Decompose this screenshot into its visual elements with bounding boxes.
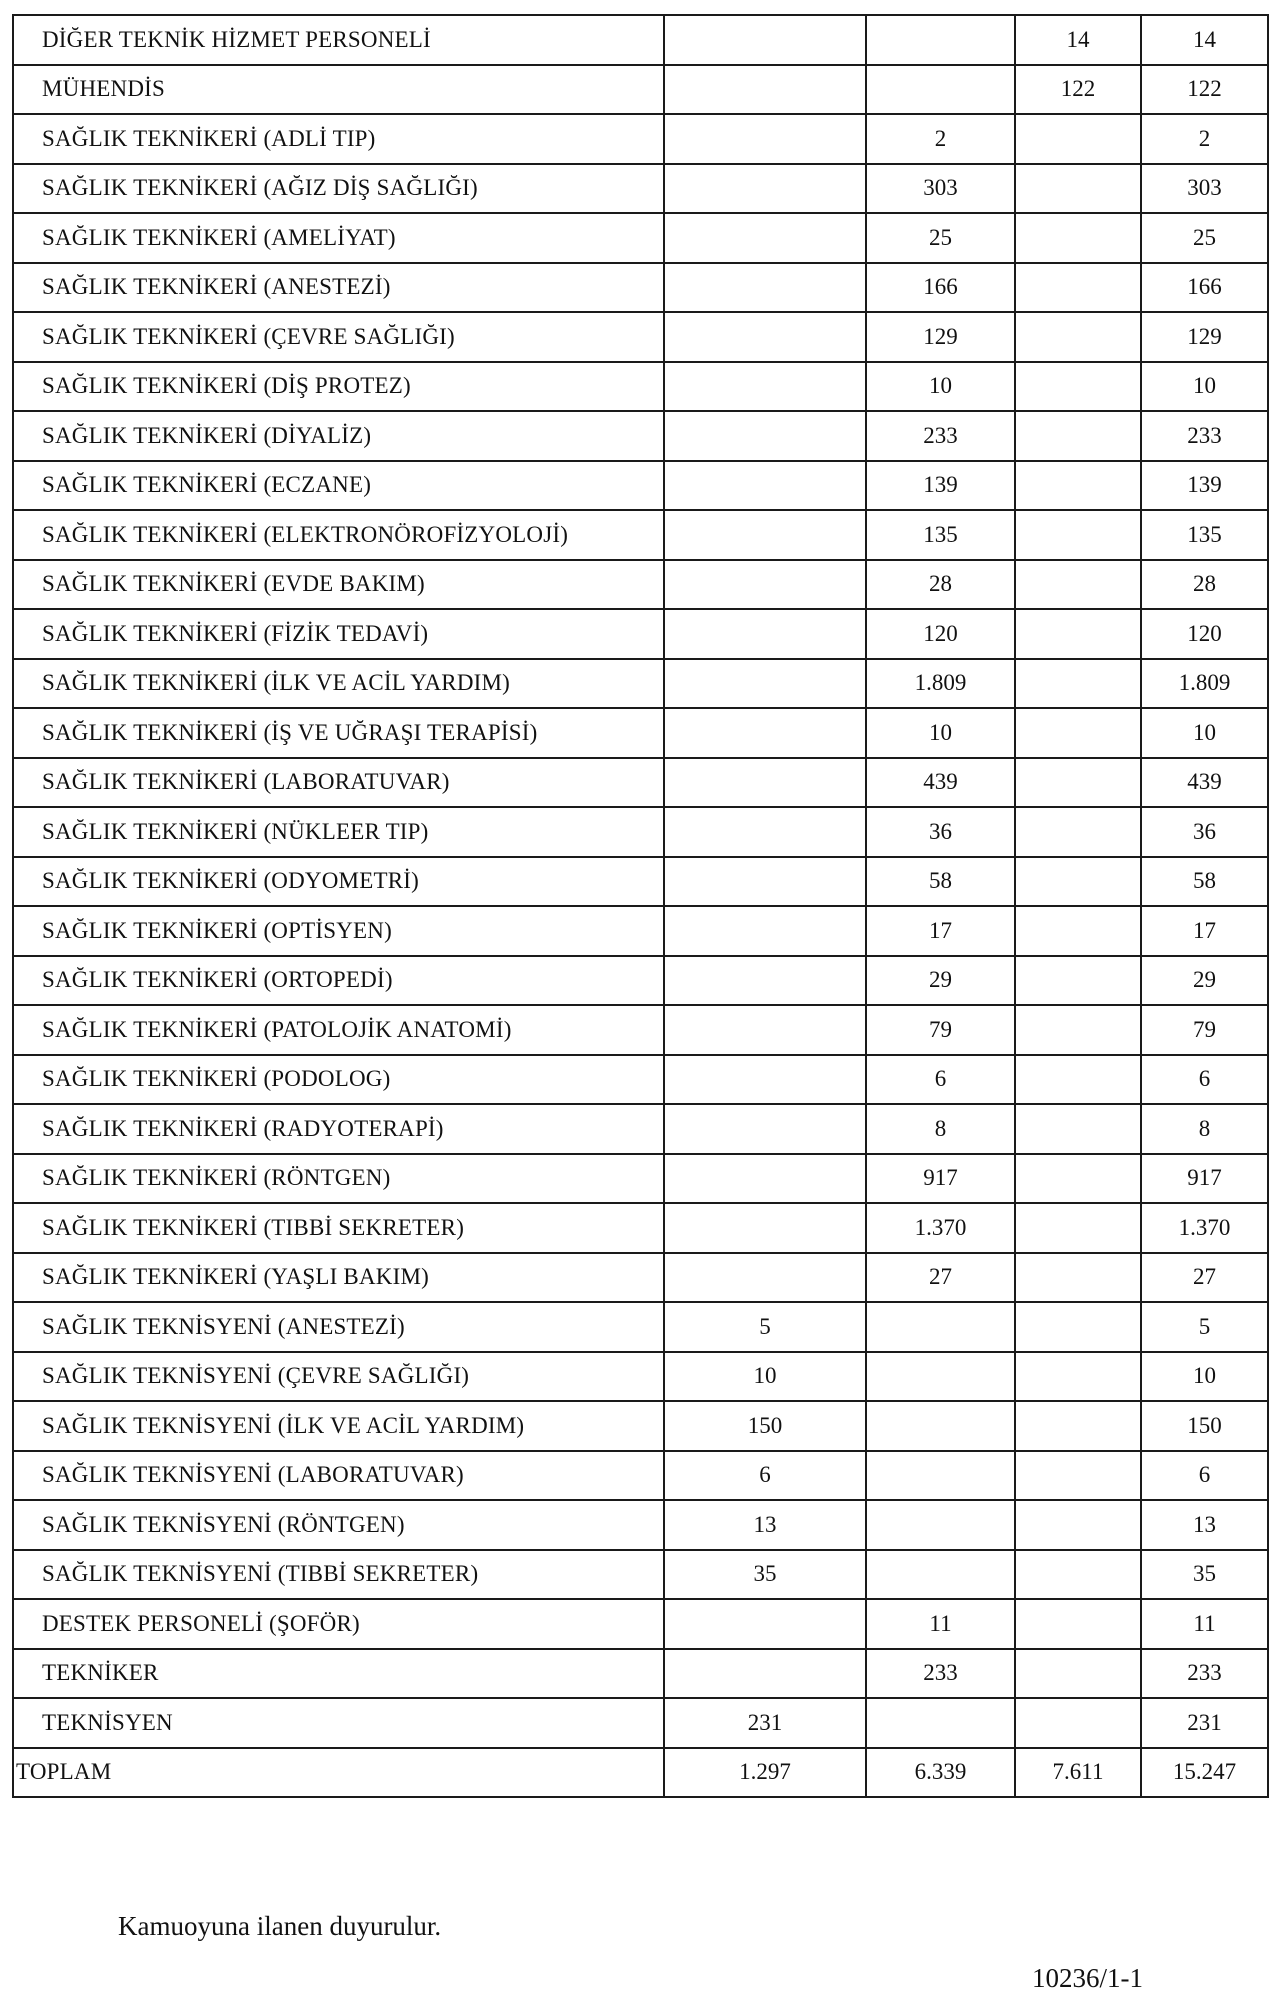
count-cell-2: 917	[866, 1154, 1015, 1204]
table-row	[13, 213, 1268, 263]
table-row	[13, 263, 1268, 313]
count-cell-1	[664, 15, 866, 65]
count-cell-1	[664, 609, 866, 659]
total-cell: 5	[1141, 1302, 1268, 1352]
count-cell-1	[664, 1203, 866, 1253]
count-cell-1	[664, 1104, 866, 1154]
count-cell-2: 303	[866, 164, 1015, 214]
total-cell: 36	[1141, 807, 1268, 857]
count-cell-2: 6	[866, 1055, 1015, 1105]
total-cell: 129	[1141, 312, 1268, 362]
position-name-cell: DİĞER TEKNİK HİZMET PERSONELİ	[13, 15, 664, 65]
position-name-cell: SAĞLIK TEKNİSYENİ (LABORATUVAR)	[13, 1451, 664, 1501]
count-cell-1	[664, 956, 866, 1006]
position-name-cell: SAĞLIK TEKNİKERİ (FİZİK TEDAVİ)	[13, 609, 664, 659]
position-name-cell: SAĞLIK TEKNİKERİ (ELEKTRONÖROFİZYOLOJİ)	[13, 510, 664, 560]
count-cell-2: 233	[866, 411, 1015, 461]
position-name-cell: SAĞLIK TEKNİSYENİ (İLK VE ACİL YARDIM)	[13, 1401, 664, 1451]
total-cell: 303	[1141, 164, 1268, 214]
total-cell: 6	[1141, 1055, 1268, 1105]
count-cell-1	[664, 65, 866, 115]
total-cell: 10	[1141, 708, 1268, 758]
count-cell-2: 129	[866, 312, 1015, 362]
table-row	[13, 312, 1268, 362]
table-row	[13, 956, 1268, 1006]
count-cell-1: 10	[664, 1352, 866, 1402]
count-cell-1: 1.297	[664, 1748, 866, 1798]
table-row	[13, 1599, 1268, 1649]
position-name-cell: SAĞLIK TEKNİKERİ (AĞIZ DİŞ SAĞLIĞI)	[13, 164, 664, 214]
position-name-cell: SAĞLIK TEKNİKERİ (YAŞLI BAKIM)	[13, 1253, 664, 1303]
count-cell-2	[866, 15, 1015, 65]
count-cell-1	[664, 1599, 866, 1649]
table-row	[13, 906, 1268, 956]
count-cell-3	[1015, 609, 1141, 659]
count-cell-3	[1015, 164, 1141, 214]
position-name-cell: SAĞLIK TEKNİKERİ (DİŞ PROTEZ)	[13, 362, 664, 412]
table-body	[13, 15, 1268, 1797]
count-cell-3	[1015, 956, 1141, 1006]
count-cell-1	[664, 708, 866, 758]
count-cell-2	[866, 1500, 1015, 1550]
total-cell: 25	[1141, 213, 1268, 263]
count-cell-1	[664, 906, 866, 956]
count-cell-1: 13	[664, 1500, 866, 1550]
count-cell-1	[664, 1154, 866, 1204]
count-cell-3	[1015, 857, 1141, 907]
total-cell: 11	[1141, 1599, 1268, 1649]
position-name-cell: SAĞLIK TEKNİKERİ (EVDE BAKIM)	[13, 560, 664, 610]
count-cell-2	[866, 65, 1015, 115]
total-cell: 233	[1141, 411, 1268, 461]
table-row	[13, 1698, 1268, 1748]
count-cell-3	[1015, 213, 1141, 263]
count-cell-3	[1015, 807, 1141, 857]
count-cell-3	[1015, 906, 1141, 956]
total-cell: 139	[1141, 461, 1268, 511]
table-row	[13, 560, 1268, 610]
count-cell-1	[664, 1649, 866, 1699]
count-cell-2	[866, 1401, 1015, 1451]
count-cell-1: 6	[664, 1451, 866, 1501]
table-row	[13, 1055, 1268, 1105]
position-name-cell: SAĞLIK TEKNİKERİ (RÖNTGEN)	[13, 1154, 664, 1204]
count-cell-2: 28	[866, 560, 1015, 610]
count-cell-2: 58	[866, 857, 1015, 907]
table-row	[13, 1104, 1268, 1154]
position-name-cell: SAĞLIK TEKNİKERİ (ORTOPEDİ)	[13, 956, 664, 1006]
count-cell-2: 10	[866, 362, 1015, 412]
count-cell-1	[664, 362, 866, 412]
count-cell-2: 120	[866, 609, 1015, 659]
position-name-cell: TEKNİKER	[13, 1649, 664, 1699]
total-cell: 14	[1141, 15, 1268, 65]
total-cell: 1.370	[1141, 1203, 1268, 1253]
position-name-cell: SAĞLIK TEKNİKERİ (RADYOTERAPİ)	[13, 1104, 664, 1154]
total-cell: 917	[1141, 1154, 1268, 1204]
table-row	[13, 857, 1268, 907]
total-cell: 122	[1141, 65, 1268, 115]
total-cell: 1.809	[1141, 659, 1268, 709]
count-cell-2: 36	[866, 807, 1015, 857]
table-row	[13, 1500, 1268, 1550]
count-cell-1	[664, 510, 866, 560]
position-name-cell: SAĞLIK TEKNİKERİ (LABORATUVAR)	[13, 758, 664, 808]
count-cell-1	[664, 659, 866, 709]
table-row	[13, 807, 1268, 857]
position-name-cell: SAĞLIK TEKNİKERİ (NÜKLEER TIP)	[13, 807, 664, 857]
count-cell-3	[1015, 1352, 1141, 1402]
count-cell-1	[664, 560, 866, 610]
count-cell-1	[664, 213, 866, 263]
count-cell-3	[1015, 1104, 1141, 1154]
table-row	[13, 1401, 1268, 1451]
position-name-cell: SAĞLIK TEKNİKERİ (ODYOMETRİ)	[13, 857, 664, 907]
count-cell-3	[1015, 1253, 1141, 1303]
count-cell-3	[1015, 659, 1141, 709]
count-cell-3	[1015, 362, 1141, 412]
count-cell-1	[664, 411, 866, 461]
count-cell-3	[1015, 1154, 1141, 1204]
count-cell-2: 29	[866, 956, 1015, 1006]
count-cell-1: 5	[664, 1302, 866, 1352]
count-cell-3	[1015, 1649, 1141, 1699]
position-name-cell: MÜHENDİS	[13, 65, 664, 115]
count-cell-3	[1015, 758, 1141, 808]
position-name-cell: SAĞLIK TEKNİKERİ (DİYALİZ)	[13, 411, 664, 461]
count-cell-2	[866, 1550, 1015, 1600]
count-cell-2: 17	[866, 906, 1015, 956]
count-cell-3	[1015, 510, 1141, 560]
count-cell-3	[1015, 1203, 1141, 1253]
table-row	[13, 659, 1268, 709]
table-row	[13, 114, 1268, 164]
count-cell-1	[664, 164, 866, 214]
count-cell-2: 2	[866, 114, 1015, 164]
count-cell-1	[664, 857, 866, 907]
total-cell: 150	[1141, 1401, 1268, 1451]
count-cell-2	[866, 1352, 1015, 1402]
count-cell-1: 35	[664, 1550, 866, 1600]
count-cell-2: 6.339	[866, 1748, 1015, 1798]
position-name-cell: SAĞLIK TEKNİSYENİ (TIBBİ SEKRETER)	[13, 1550, 664, 1600]
count-cell-3	[1015, 461, 1141, 511]
count-cell-2	[866, 1302, 1015, 1352]
count-cell-3	[1015, 1451, 1141, 1501]
position-name-cell: SAĞLIK TEKNİKERİ (PODOLOG)	[13, 1055, 664, 1105]
total-cell: 2	[1141, 114, 1268, 164]
staff-quota-table	[12, 14, 1269, 1798]
total-cell: 231	[1141, 1698, 1268, 1748]
table-row	[13, 362, 1268, 412]
table-row	[13, 1154, 1268, 1204]
table-row	[13, 1649, 1268, 1699]
table-row	[13, 65, 1268, 115]
count-cell-1	[664, 1055, 866, 1105]
document-reference: 10236/1-1	[1032, 1963, 1143, 1993]
count-cell-1	[664, 263, 866, 313]
table-row	[13, 164, 1268, 214]
count-cell-1	[664, 1253, 866, 1303]
count-cell-3: 14	[1015, 15, 1141, 65]
count-cell-1	[664, 807, 866, 857]
count-cell-3	[1015, 1550, 1141, 1600]
total-cell: 8	[1141, 1104, 1268, 1154]
table-row	[13, 1451, 1268, 1501]
table-row	[13, 1352, 1268, 1402]
count-cell-1	[664, 758, 866, 808]
total-cell: 6	[1141, 1451, 1268, 1501]
position-name-cell: SAĞLIK TEKNİKERİ (OPTİSYEN)	[13, 906, 664, 956]
count-cell-2: 233	[866, 1649, 1015, 1699]
total-cell: 13	[1141, 1500, 1268, 1550]
count-cell-3	[1015, 312, 1141, 362]
total-cell: 10	[1141, 1352, 1268, 1402]
count-cell-3	[1015, 560, 1141, 610]
table-row	[13, 609, 1268, 659]
count-cell-1: 150	[664, 1401, 866, 1451]
position-name-cell: SAĞLIK TEKNİSYENİ (ÇEVRE SAĞLIĞI)	[13, 1352, 664, 1402]
table-row	[13, 411, 1268, 461]
count-cell-3: 7.611	[1015, 1748, 1141, 1798]
total-cell: 58	[1141, 857, 1268, 907]
count-cell-2: 135	[866, 510, 1015, 560]
count-cell-1	[664, 114, 866, 164]
table-row	[13, 510, 1268, 560]
position-name-cell: SAĞLIK TEKNİKERİ (İŞ VE UĞRAŞI TERAPİSİ)	[13, 708, 664, 758]
count-cell-2: 11	[866, 1599, 1015, 1649]
total-cell: 233	[1141, 1649, 1268, 1699]
total-cell: 35	[1141, 1550, 1268, 1600]
table-row	[13, 1005, 1268, 1055]
position-name-cell: SAĞLIK TEKNİKERİ (AMELİYAT)	[13, 213, 664, 263]
count-cell-3	[1015, 1401, 1141, 1451]
count-cell-3	[1015, 1599, 1141, 1649]
count-cell-3	[1015, 1698, 1141, 1748]
count-cell-3	[1015, 263, 1141, 313]
total-cell: 135	[1141, 510, 1268, 560]
total-cell: 10	[1141, 362, 1268, 412]
count-cell-2: 27	[866, 1253, 1015, 1303]
total-cell: 28	[1141, 560, 1268, 610]
count-cell-3: 122	[1015, 65, 1141, 115]
position-name-cell: TEKNİSYEN	[13, 1698, 664, 1748]
total-cell: 439	[1141, 758, 1268, 808]
total-cell: 15.247	[1141, 1748, 1268, 1798]
position-name-cell: SAĞLIK TEKNİSYENİ (RÖNTGEN)	[13, 1500, 664, 1550]
count-cell-2: 1.370	[866, 1203, 1015, 1253]
count-cell-3	[1015, 114, 1141, 164]
total-cell: 27	[1141, 1253, 1268, 1303]
total-cell: 79	[1141, 1005, 1268, 1055]
total-cell: 17	[1141, 906, 1268, 956]
count-cell-1	[664, 312, 866, 362]
count-cell-2: 25	[866, 213, 1015, 263]
count-cell-1	[664, 1005, 866, 1055]
count-cell-3	[1015, 708, 1141, 758]
position-name-cell: SAĞLIK TEKNİKERİ (PATOLOJİK ANATOMİ)	[13, 1005, 664, 1055]
count-cell-2: 1.809	[866, 659, 1015, 709]
table-row	[13, 461, 1268, 511]
table-row	[13, 1253, 1268, 1303]
count-cell-3	[1015, 1302, 1141, 1352]
table-row	[13, 1203, 1268, 1253]
table-row	[13, 1302, 1268, 1352]
total-cell: 120	[1141, 609, 1268, 659]
total-row	[13, 1748, 1268, 1798]
position-name-cell: DESTEK PERSONELİ (ŞOFÖR)	[13, 1599, 664, 1649]
count-cell-2: 8	[866, 1104, 1015, 1154]
table-row	[13, 758, 1268, 808]
total-cell: 166	[1141, 263, 1268, 313]
position-name-cell: SAĞLIK TEKNİKERİ (ECZANE)	[13, 461, 664, 511]
count-cell-2	[866, 1451, 1015, 1501]
count-cell-2: 166	[866, 263, 1015, 313]
total-cell: 29	[1141, 956, 1268, 1006]
count-cell-2: 79	[866, 1005, 1015, 1055]
count-cell-2	[866, 1698, 1015, 1748]
position-name-cell: SAĞLIK TEKNİKERİ (İLK VE ACİL YARDIM)	[13, 659, 664, 709]
count-cell-2: 10	[866, 708, 1015, 758]
position-name-cell: SAĞLIK TEKNİKERİ (ÇEVRE SAĞLIĞI)	[13, 312, 664, 362]
count-cell-3	[1015, 411, 1141, 461]
table-row	[13, 1550, 1268, 1600]
count-cell-2: 139	[866, 461, 1015, 511]
count-cell-1	[664, 461, 866, 511]
position-name-cell: SAĞLIK TEKNİKERİ (TIBBİ SEKRETER)	[13, 1203, 664, 1253]
count-cell-3	[1015, 1055, 1141, 1105]
count-cell-1: 231	[664, 1698, 866, 1748]
count-cell-2: 439	[866, 758, 1015, 808]
position-name-cell: TOPLAM	[13, 1748, 664, 1798]
position-name-cell: SAĞLIK TEKNİKERİ (ANESTEZİ)	[13, 263, 664, 313]
count-cell-3	[1015, 1500, 1141, 1550]
table-row	[13, 15, 1268, 65]
count-cell-3	[1015, 1005, 1141, 1055]
position-name-cell: SAĞLIK TEKNİSYENİ (ANESTEZİ)	[13, 1302, 664, 1352]
position-name-cell: SAĞLIK TEKNİKERİ (ADLİ TIP)	[13, 114, 664, 164]
table-row	[13, 708, 1268, 758]
announcement-note: Kamuoyuna ilanen duyurulur.	[118, 1911, 442, 1941]
